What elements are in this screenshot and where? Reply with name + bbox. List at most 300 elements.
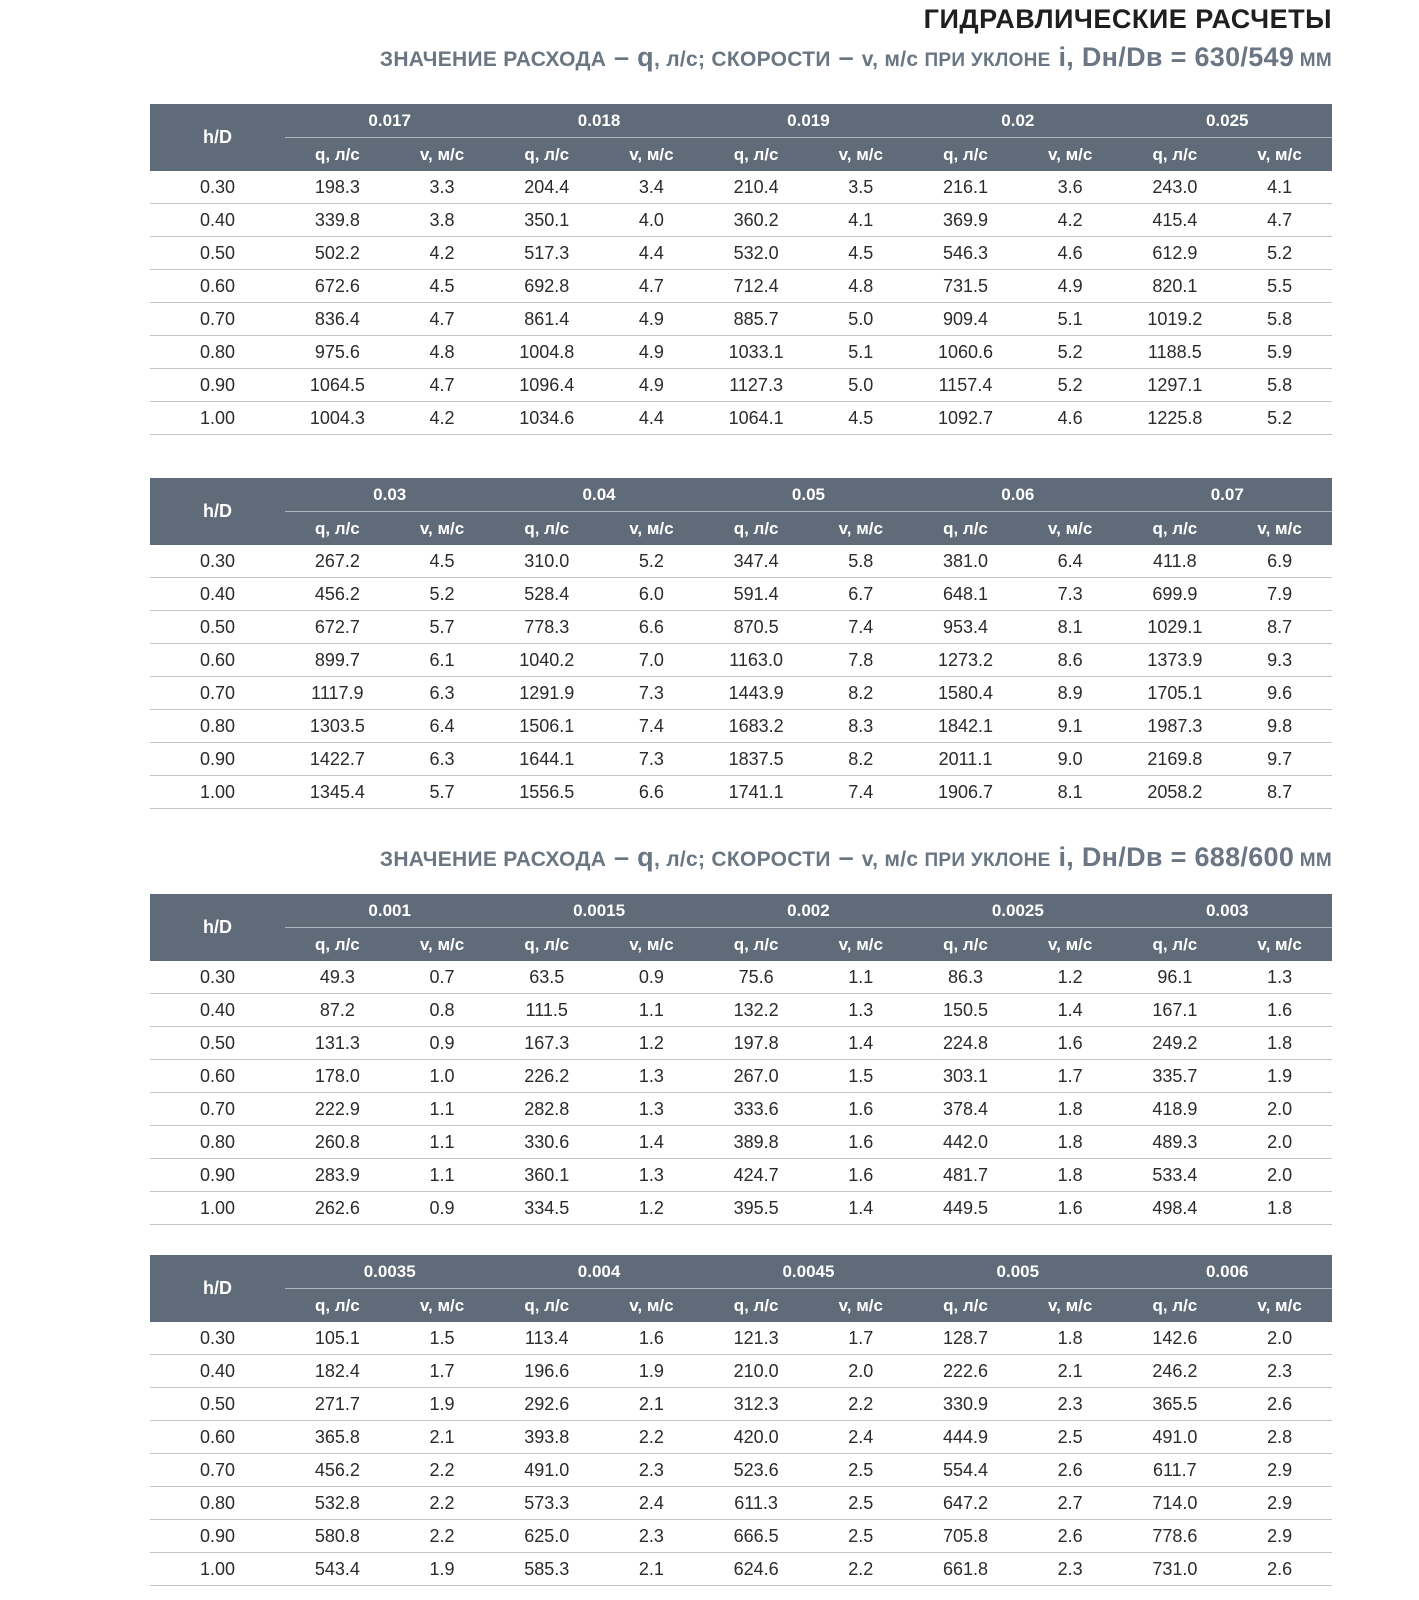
q-cell: 1345.4 bbox=[285, 776, 390, 809]
header-slope: 0.0045 bbox=[704, 1255, 913, 1289]
q-cell: 411.8 bbox=[1123, 545, 1228, 578]
v-cell: 1.6 bbox=[808, 1159, 913, 1192]
header-hd: h/D bbox=[150, 894, 285, 961]
v-cell: 2.3 bbox=[599, 1454, 704, 1487]
q-cell: 1092.7 bbox=[913, 402, 1018, 435]
q-cell: 1163.0 bbox=[704, 644, 809, 677]
v-cell: 2.5 bbox=[808, 1520, 913, 1553]
q-cell: 820.1 bbox=[1123, 270, 1228, 303]
v-cell: 0.9 bbox=[599, 961, 704, 994]
v-cell: 9.7 bbox=[1227, 743, 1332, 776]
v-cell: 1.6 bbox=[1018, 1192, 1123, 1225]
header-q: q, л/с bbox=[1123, 928, 1228, 962]
table-row bbox=[150, 171, 1332, 204]
q-cell: 1034.6 bbox=[494, 402, 599, 435]
table-row bbox=[150, 545, 1332, 578]
v-cell: 4.7 bbox=[1227, 204, 1332, 237]
q-cell: 456.2 bbox=[285, 578, 390, 611]
table-row bbox=[150, 303, 1332, 336]
header-slope: 0.02 bbox=[913, 104, 1122, 138]
v-cell: 5.7 bbox=[390, 776, 495, 809]
q-cell: 498.4 bbox=[1123, 1192, 1228, 1225]
header-slope: 0.06 bbox=[913, 478, 1122, 512]
q-cell: 1004.8 bbox=[494, 336, 599, 369]
q-cell: 1188.5 bbox=[1123, 336, 1228, 369]
v-cell: 1.9 bbox=[390, 1388, 495, 1421]
subtitle-text: ЗНАЧЕНИЕ РАСХОДА bbox=[379, 848, 607, 871]
table-row bbox=[150, 644, 1332, 677]
header-v: v, м/с bbox=[390, 1289, 495, 1323]
q-cell: 198.3 bbox=[285, 171, 390, 204]
hydraulic-table-2 bbox=[150, 478, 1332, 809]
q-cell: 310.0 bbox=[494, 545, 599, 578]
table-row bbox=[150, 1454, 1332, 1487]
q-cell: 197.8 bbox=[704, 1027, 809, 1060]
v-cell: 1.5 bbox=[390, 1322, 495, 1355]
header-q: q, л/с bbox=[494, 1289, 599, 1323]
hd-cell: 0.50 bbox=[150, 1388, 285, 1421]
q-cell: 481.7 bbox=[913, 1159, 1018, 1192]
v-cell: 2.1 bbox=[599, 1388, 704, 1421]
table-row bbox=[150, 994, 1332, 1027]
v-cell: 8.2 bbox=[808, 743, 913, 776]
header-slope: 0.005 bbox=[913, 1255, 1122, 1289]
q-cell: 1004.3 bbox=[285, 402, 390, 435]
v-cell: 0.9 bbox=[390, 1192, 495, 1225]
table-row bbox=[150, 369, 1332, 402]
header-slope: 0.019 bbox=[704, 104, 913, 138]
q-cell: 611.7 bbox=[1123, 1454, 1228, 1487]
q-cell: 389.8 bbox=[704, 1126, 809, 1159]
v-cell: 4.2 bbox=[390, 237, 495, 270]
v-cell: 9.1 bbox=[1018, 710, 1123, 743]
v-cell: 6.7 bbox=[808, 578, 913, 611]
q-cell: 167.3 bbox=[494, 1027, 599, 1060]
v-cell: 1.3 bbox=[599, 1159, 704, 1192]
q-cell: 975.6 bbox=[285, 336, 390, 369]
v-cell: 2.2 bbox=[599, 1421, 704, 1454]
v-cell: 2.4 bbox=[599, 1487, 704, 1520]
v-cell: 6.6 bbox=[599, 776, 704, 809]
q-cell: 347.4 bbox=[704, 545, 809, 578]
q-cell: 330.6 bbox=[494, 1126, 599, 1159]
hd-cell: 0.30 bbox=[150, 1322, 285, 1355]
section-subtitle-2 bbox=[380, 842, 1332, 873]
header-hd: h/D bbox=[150, 478, 285, 545]
v-cell: 1.6 bbox=[1227, 994, 1332, 1027]
v-cell: 4.4 bbox=[599, 237, 704, 270]
header-v: v, м/с bbox=[390, 512, 495, 546]
q-cell: 142.6 bbox=[1123, 1322, 1228, 1355]
q-cell: 1029.1 bbox=[1123, 611, 1228, 644]
q-cell: 1096.4 bbox=[494, 369, 599, 402]
subtitle-text: СКОРОСТИ bbox=[711, 48, 831, 71]
q-cell: 178.0 bbox=[285, 1060, 390, 1093]
v-cell: 2.3 bbox=[1018, 1553, 1123, 1586]
subtitle-mm: ММ bbox=[1294, 50, 1332, 71]
hd-cell: 0.40 bbox=[150, 578, 285, 611]
table-row bbox=[150, 611, 1332, 644]
v-cell: 2.0 bbox=[1227, 1159, 1332, 1192]
subtitle-unit-v: , м/с bbox=[872, 48, 925, 71]
hd-cell: 0.60 bbox=[150, 270, 285, 303]
v-cell: 4.1 bbox=[1227, 171, 1332, 204]
v-cell: 5.2 bbox=[390, 578, 495, 611]
subtitle-text: ПРИ УКЛОНЕ bbox=[924, 850, 1051, 871]
v-cell: 4.6 bbox=[1018, 237, 1123, 270]
section-subtitle-1 bbox=[380, 42, 1332, 73]
v-cell: 3.5 bbox=[808, 171, 913, 204]
hd-cell: 0.80 bbox=[150, 710, 285, 743]
hd-cell: 0.60 bbox=[150, 1421, 285, 1454]
v-cell: 1.5 bbox=[808, 1060, 913, 1093]
v-cell: 1.1 bbox=[599, 994, 704, 1027]
v-cell: 5.1 bbox=[1018, 303, 1123, 336]
hd-cell: 0.50 bbox=[150, 237, 285, 270]
v-cell: 1.2 bbox=[599, 1027, 704, 1060]
hd-cell: 0.50 bbox=[150, 1027, 285, 1060]
hd-cell: 0.70 bbox=[150, 677, 285, 710]
header-slope: 0.0015 bbox=[494, 894, 703, 928]
v-cell: 5.2 bbox=[599, 545, 704, 578]
v-cell: 5.8 bbox=[1227, 369, 1332, 402]
q-cell: 1064.5 bbox=[285, 369, 390, 402]
subtitle-dash: – bbox=[830, 42, 862, 72]
v-cell: 2.6 bbox=[1018, 1520, 1123, 1553]
q-cell: 1157.4 bbox=[913, 369, 1018, 402]
q-cell: 647.2 bbox=[913, 1487, 1018, 1520]
header-slope: 0.017 bbox=[285, 104, 494, 138]
q-cell: 335.7 bbox=[1123, 1060, 1228, 1093]
q-cell: 731.0 bbox=[1123, 1553, 1228, 1586]
v-cell: 1.7 bbox=[1018, 1060, 1123, 1093]
q-cell: 885.7 bbox=[704, 303, 809, 336]
v-cell: 2.2 bbox=[390, 1487, 495, 1520]
subtitle-diameter: 630/549 bbox=[1194, 42, 1295, 72]
v-cell: 2.1 bbox=[599, 1553, 704, 1586]
q-cell: 303.1 bbox=[913, 1060, 1018, 1093]
hd-cell: 0.90 bbox=[150, 369, 285, 402]
hydraulic-table-3 bbox=[150, 894, 1332, 1225]
table-row bbox=[150, 1520, 1332, 1553]
q-cell: 415.4 bbox=[1123, 204, 1228, 237]
header-q: q, л/с bbox=[913, 1289, 1018, 1323]
header-v: v, м/с bbox=[390, 138, 495, 172]
q-cell: 2169.8 bbox=[1123, 743, 1228, 776]
v-cell: 4.9 bbox=[599, 336, 704, 369]
v-cell: 2.9 bbox=[1227, 1487, 1332, 1520]
q-cell: 953.4 bbox=[913, 611, 1018, 644]
subtitle-text: ПРИ УКЛОНЕ bbox=[924, 50, 1051, 71]
v-cell: 1.3 bbox=[599, 1060, 704, 1093]
v-cell: 4.8 bbox=[808, 270, 913, 303]
v-cell: 4.4 bbox=[599, 402, 704, 435]
table-row bbox=[150, 578, 1332, 611]
v-cell: 1.7 bbox=[808, 1322, 913, 1355]
v-cell: 7.4 bbox=[808, 611, 913, 644]
q-cell: 502.2 bbox=[285, 237, 390, 270]
subtitle-q: q bbox=[637, 842, 654, 872]
v-cell: 2.2 bbox=[808, 1553, 913, 1586]
subtitle-text: СКОРОСТИ bbox=[711, 848, 831, 871]
q-cell: 128.7 bbox=[913, 1322, 1018, 1355]
q-cell: 528.4 bbox=[494, 578, 599, 611]
hd-cell: 0.60 bbox=[150, 644, 285, 677]
q-cell: 271.7 bbox=[285, 1388, 390, 1421]
subtitle-text: ЗНАЧЕНИЕ РАСХОДА bbox=[379, 48, 607, 71]
q-cell: 1297.1 bbox=[1123, 369, 1228, 402]
hd-cell: 0.30 bbox=[150, 171, 285, 204]
table-row bbox=[150, 270, 1332, 303]
q-cell: 870.5 bbox=[704, 611, 809, 644]
q-cell: 699.9 bbox=[1123, 578, 1228, 611]
header-q: q, л/с bbox=[285, 928, 390, 962]
table-row bbox=[150, 237, 1332, 270]
header-q: q, л/с bbox=[1123, 1289, 1228, 1323]
v-cell: 1.6 bbox=[1018, 1027, 1123, 1060]
q-cell: 1273.2 bbox=[913, 644, 1018, 677]
q-cell: 1506.1 bbox=[494, 710, 599, 743]
v-cell: 1.6 bbox=[599, 1322, 704, 1355]
header-v: v, м/с bbox=[390, 928, 495, 962]
q-cell: 580.8 bbox=[285, 1520, 390, 1553]
v-cell: 5.2 bbox=[1018, 369, 1123, 402]
q-cell: 260.8 bbox=[285, 1126, 390, 1159]
q-cell: 731.5 bbox=[913, 270, 1018, 303]
q-cell: 899.7 bbox=[285, 644, 390, 677]
header-slope: 0.05 bbox=[704, 478, 913, 512]
v-cell: 2.0 bbox=[808, 1355, 913, 1388]
table-row bbox=[150, 1192, 1332, 1225]
header-q: q, л/с bbox=[285, 1289, 390, 1323]
v-cell: 2.4 bbox=[808, 1421, 913, 1454]
q-cell: 360.2 bbox=[704, 204, 809, 237]
v-cell: 2.3 bbox=[1227, 1355, 1332, 1388]
page-title: ГИДРАВЛИЧЕСКИЕ РАСЧЕТЫ bbox=[923, 4, 1332, 34]
q-cell: 267.0 bbox=[704, 1060, 809, 1093]
q-cell: 87.2 bbox=[285, 994, 390, 1027]
q-cell: 243.0 bbox=[1123, 171, 1228, 204]
hd-cell: 0.80 bbox=[150, 336, 285, 369]
v-cell: 6.1 bbox=[390, 644, 495, 677]
table-row bbox=[150, 1421, 1332, 1454]
q-cell: 365.8 bbox=[285, 1421, 390, 1454]
q-cell: 111.5 bbox=[494, 994, 599, 1027]
header-q: q, л/с bbox=[494, 138, 599, 172]
subtitle-dash: – bbox=[606, 842, 638, 872]
q-cell: 714.0 bbox=[1123, 1487, 1228, 1520]
table-row bbox=[150, 336, 1332, 369]
header-v: v, м/с bbox=[808, 512, 913, 546]
q-cell: 573.3 bbox=[494, 1487, 599, 1520]
header-v: v, м/с bbox=[599, 512, 704, 546]
hd-cell: 1.00 bbox=[150, 1192, 285, 1225]
q-cell: 105.1 bbox=[285, 1322, 390, 1355]
q-cell: 267.2 bbox=[285, 545, 390, 578]
q-cell: 648.1 bbox=[913, 578, 1018, 611]
q-cell: 350.1 bbox=[494, 204, 599, 237]
subtitle-q: q bbox=[637, 42, 654, 72]
v-cell: 7.3 bbox=[599, 677, 704, 710]
q-cell: 360.1 bbox=[494, 1159, 599, 1192]
v-cell: 5.2 bbox=[1227, 402, 1332, 435]
header-slope: 0.04 bbox=[494, 478, 703, 512]
q-cell: 661.8 bbox=[913, 1553, 1018, 1586]
header-v: v, м/с bbox=[599, 1289, 704, 1323]
v-cell: 5.8 bbox=[808, 545, 913, 578]
header-slope: 0.0035 bbox=[285, 1255, 494, 1289]
v-cell: 1.7 bbox=[390, 1355, 495, 1388]
q-cell: 204.4 bbox=[494, 171, 599, 204]
header-v: v, м/с bbox=[808, 138, 913, 172]
q-cell: 282.8 bbox=[494, 1093, 599, 1126]
v-cell: 4.6 bbox=[1018, 402, 1123, 435]
hd-cell: 0.40 bbox=[150, 204, 285, 237]
q-cell: 1842.1 bbox=[913, 710, 1018, 743]
v-cell: 6.4 bbox=[390, 710, 495, 743]
v-cell: 1.9 bbox=[599, 1355, 704, 1388]
v-cell: 1.4 bbox=[599, 1126, 704, 1159]
v-cell: 2.3 bbox=[1018, 1388, 1123, 1421]
q-cell: 611.3 bbox=[704, 1487, 809, 1520]
q-cell: 312.3 bbox=[704, 1388, 809, 1421]
q-cell: 131.3 bbox=[285, 1027, 390, 1060]
v-cell: 9.3 bbox=[1227, 644, 1332, 677]
v-cell: 2.5 bbox=[808, 1487, 913, 1520]
q-cell: 150.5 bbox=[913, 994, 1018, 1027]
q-cell: 75.6 bbox=[704, 961, 809, 994]
v-cell: 7.4 bbox=[808, 776, 913, 809]
q-cell: 672.6 bbox=[285, 270, 390, 303]
v-cell: 2.0 bbox=[1227, 1126, 1332, 1159]
v-cell: 8.1 bbox=[1018, 611, 1123, 644]
hd-cell: 0.80 bbox=[150, 1487, 285, 1520]
header-v: v, м/с bbox=[808, 928, 913, 962]
q-cell: 226.2 bbox=[494, 1060, 599, 1093]
q-cell: 330.9 bbox=[913, 1388, 1018, 1421]
v-cell: 2.2 bbox=[390, 1520, 495, 1553]
header-q: q, л/с bbox=[1123, 512, 1228, 546]
q-cell: 456.2 bbox=[285, 1454, 390, 1487]
hd-cell: 0.90 bbox=[150, 1520, 285, 1553]
v-cell: 2.3 bbox=[599, 1520, 704, 1553]
v-cell: 5.7 bbox=[390, 611, 495, 644]
header-q: q, л/с bbox=[913, 512, 1018, 546]
hd-cell: 0.40 bbox=[150, 1355, 285, 1388]
q-cell: 333.6 bbox=[704, 1093, 809, 1126]
q-cell: 2058.2 bbox=[1123, 776, 1228, 809]
table-row bbox=[150, 1355, 1332, 1388]
q-cell: 444.9 bbox=[913, 1421, 1018, 1454]
q-cell: 113.4 bbox=[494, 1322, 599, 1355]
table-row bbox=[150, 1388, 1332, 1421]
q-cell: 705.8 bbox=[913, 1520, 1018, 1553]
header-slope: 0.07 bbox=[1123, 478, 1333, 512]
v-cell: 1.9 bbox=[1227, 1060, 1332, 1093]
v-cell: 4.8 bbox=[390, 336, 495, 369]
q-cell: 222.6 bbox=[913, 1355, 1018, 1388]
v-cell: 2.1 bbox=[390, 1421, 495, 1454]
q-cell: 672.7 bbox=[285, 611, 390, 644]
q-cell: 836.4 bbox=[285, 303, 390, 336]
q-cell: 585.3 bbox=[494, 1553, 599, 1586]
v-cell: 1.3 bbox=[599, 1093, 704, 1126]
v-cell: 2.7 bbox=[1018, 1487, 1123, 1520]
header-q: q, л/с bbox=[913, 138, 1018, 172]
q-cell: 1580.4 bbox=[913, 677, 1018, 710]
q-cell: 625.0 bbox=[494, 1520, 599, 1553]
q-cell: 712.4 bbox=[704, 270, 809, 303]
hd-cell: 1.00 bbox=[150, 402, 285, 435]
hd-cell: 1.00 bbox=[150, 776, 285, 809]
header-slope: 0.002 bbox=[704, 894, 913, 928]
v-cell: 2.0 bbox=[1227, 1093, 1332, 1126]
v-cell: 1.6 bbox=[808, 1093, 913, 1126]
q-cell: 1117.9 bbox=[285, 677, 390, 710]
v-cell: 3.3 bbox=[390, 171, 495, 204]
q-cell: 1019.2 bbox=[1123, 303, 1228, 336]
subtitle-unit-v: , м/с bbox=[872, 848, 925, 871]
header-q: q, л/с bbox=[704, 138, 809, 172]
q-cell: 1837.5 bbox=[704, 743, 809, 776]
v-cell: 8.9 bbox=[1018, 677, 1123, 710]
subtitle-v: v bbox=[861, 48, 873, 71]
q-cell: 1705.1 bbox=[1123, 677, 1228, 710]
v-cell: 4.1 bbox=[808, 204, 913, 237]
q-cell: 523.6 bbox=[704, 1454, 809, 1487]
v-cell: 9.8 bbox=[1227, 710, 1332, 743]
q-cell: 249.2 bbox=[1123, 1027, 1228, 1060]
q-cell: 378.4 bbox=[913, 1093, 1018, 1126]
v-cell: 2.8 bbox=[1227, 1421, 1332, 1454]
v-cell: 2.6 bbox=[1227, 1553, 1332, 1586]
q-cell: 532.0 bbox=[704, 237, 809, 270]
v-cell: 6.4 bbox=[1018, 545, 1123, 578]
v-cell: 1.8 bbox=[1018, 1322, 1123, 1355]
q-cell: 1683.2 bbox=[704, 710, 809, 743]
q-cell: 442.0 bbox=[913, 1126, 1018, 1159]
v-cell: 5.0 bbox=[808, 369, 913, 402]
v-cell: 9.0 bbox=[1018, 743, 1123, 776]
header-v: v, м/с bbox=[1227, 512, 1332, 546]
q-cell: 334.5 bbox=[494, 1192, 599, 1225]
q-cell: 1291.9 bbox=[494, 677, 599, 710]
v-cell: 7.3 bbox=[1018, 578, 1123, 611]
q-cell: 1225.8 bbox=[1123, 402, 1228, 435]
header-hd: h/D bbox=[150, 104, 285, 171]
q-cell: 96.1 bbox=[1123, 961, 1228, 994]
q-cell: 1127.3 bbox=[704, 369, 809, 402]
header-q: q, л/с bbox=[1123, 138, 1228, 172]
table-row bbox=[150, 743, 1332, 776]
header-v: v, м/с bbox=[1018, 512, 1123, 546]
v-cell: 2.2 bbox=[390, 1454, 495, 1487]
v-cell: 2.9 bbox=[1227, 1520, 1332, 1553]
header-hd: h/D bbox=[150, 1255, 285, 1322]
v-cell: 1.4 bbox=[808, 1192, 913, 1225]
v-cell: 2.2 bbox=[808, 1388, 913, 1421]
table-row bbox=[150, 1553, 1332, 1586]
v-cell: 6.9 bbox=[1227, 545, 1332, 578]
subtitle-dn-dv: , Dн/Dв = bbox=[1066, 42, 1195, 72]
header-q: q, л/с bbox=[704, 512, 809, 546]
header-v: v, м/с bbox=[1018, 928, 1123, 962]
q-cell: 491.0 bbox=[1123, 1421, 1228, 1454]
q-cell: 692.8 bbox=[494, 270, 599, 303]
v-cell: 5.8 bbox=[1227, 303, 1332, 336]
hd-cell: 0.70 bbox=[150, 1454, 285, 1487]
q-cell: 262.6 bbox=[285, 1192, 390, 1225]
